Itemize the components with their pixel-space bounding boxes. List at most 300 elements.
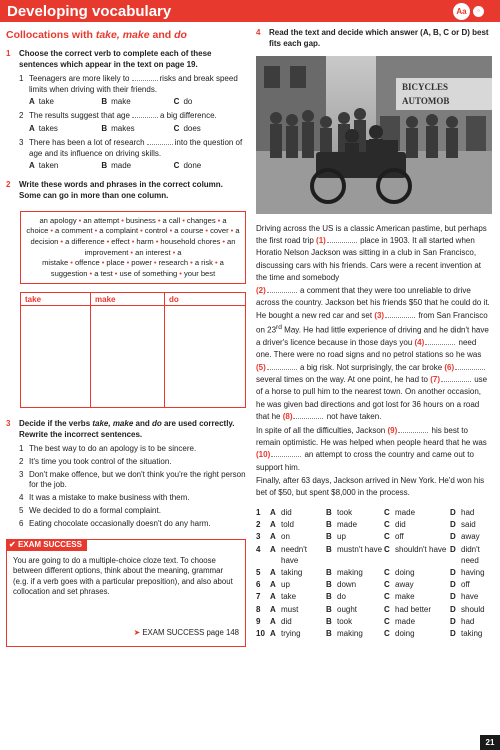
option-letter: C bbox=[173, 97, 180, 107]
answer-option[interactable] bbox=[326, 580, 384, 591]
column-header-take: take bbox=[21, 293, 90, 306]
sentence-number: 5 bbox=[19, 506, 24, 516]
bullet-separator-icon: • bbox=[106, 236, 110, 246]
item-number: 3 bbox=[19, 137, 24, 147]
gap-8[interactable] bbox=[293, 418, 323, 419]
option[interactable] bbox=[29, 161, 101, 172]
answer-number: 8 bbox=[256, 604, 261, 614]
answer-option[interactable] bbox=[270, 629, 326, 640]
passage-paragraph-1: Driving across the US is a classic American pastime, but perhaps the first road trip (1) place in 1903. It all started when Horatio Nelson Jackson was sitting in a club in San Francisco, discussing cars with his friends. Cars were a recent invention at the time and somebody (2) a comment that they were too unreliable to drive across the country. Jackson bet his friends $50 that he could do it. bbox=[256, 223, 490, 307]
answer-option[interactable] bbox=[270, 605, 326, 616]
exam-success-tag: ✔ EXAM SUCCESS bbox=[6, 539, 87, 552]
answer-text: have bbox=[461, 592, 479, 602]
answer-row bbox=[256, 508, 492, 519]
answer-option[interactable] bbox=[326, 592, 384, 603]
exercise-1-options bbox=[29, 161, 246, 172]
answer-option[interactable] bbox=[384, 580, 450, 591]
exercise-1-options bbox=[29, 97, 246, 108]
answer-gap[interactable] bbox=[132, 80, 158, 81]
answer-text: having bbox=[461, 567, 485, 577]
answer-number: 7 bbox=[256, 592, 261, 602]
answer-letter: B bbox=[326, 604, 332, 614]
passage-paragraph-3: In spite of all the difficulties, Jackson (9) his best to remain optimistic. He was helped when people heard that he was (10) an attempt to cross the country and came out to support him. bbox=[256, 425, 487, 472]
bullet-separator-icon: • bbox=[169, 226, 173, 236]
answer-letter: C bbox=[384, 604, 390, 614]
gap-2[interactable] bbox=[267, 292, 297, 293]
answer-text: doing bbox=[395, 629, 415, 639]
vocabulary-badge-icon: Aa bbox=[453, 3, 470, 20]
exercise-3-sentence bbox=[19, 519, 246, 530]
bullet-separator-icon: • bbox=[217, 215, 221, 225]
answer-text: trying bbox=[281, 629, 301, 639]
section-title: Collocations with take, make and do bbox=[6, 29, 187, 41]
answer-text: had better bbox=[395, 604, 432, 614]
exercise-2-instruction: 2 Write these words and phrases in the correct column. Some can go in more than one column. bbox=[6, 180, 223, 200]
answer-option[interactable] bbox=[270, 520, 326, 531]
answer-option[interactable] bbox=[326, 532, 384, 543]
answer-option[interactable] bbox=[450, 508, 492, 519]
answer-text: away bbox=[395, 580, 414, 590]
option-letter: B bbox=[101, 97, 108, 107]
answer-option[interactable] bbox=[450, 520, 492, 531]
word-item: research bbox=[158, 258, 189, 268]
page-header bbox=[0, 0, 500, 22]
answer-number: 6 bbox=[256, 580, 261, 590]
exam-success-box bbox=[6, 539, 246, 647]
gap-3[interactable] bbox=[385, 317, 415, 318]
gap-5[interactable] bbox=[267, 369, 297, 370]
answer-option[interactable] bbox=[326, 508, 384, 519]
option-letter: C bbox=[173, 161, 180, 171]
gap-4[interactable] bbox=[425, 344, 455, 345]
answer-letter: D bbox=[450, 592, 456, 602]
item-text-after: into the question of age and its influence on driving skills. bbox=[29, 137, 243, 158]
answer-number: 10 bbox=[256, 629, 265, 639]
answer-text: up bbox=[337, 532, 346, 542]
bullet-separator-icon: • bbox=[182, 215, 185, 225]
answer-letter: D bbox=[450, 544, 456, 554]
answer-text: down bbox=[337, 580, 357, 590]
answer-letter: B bbox=[326, 532, 332, 542]
reading-passage bbox=[256, 223, 492, 500]
bullet-separator-icon: • bbox=[157, 215, 161, 225]
item-text-after: a big difference. bbox=[159, 111, 217, 121]
answer-letter: D bbox=[450, 532, 456, 542]
item-text bbox=[29, 138, 246, 160]
answer-letter: D bbox=[450, 507, 456, 517]
answer-option[interactable] bbox=[450, 532, 492, 543]
page-title: Developing vocabulary bbox=[7, 3, 172, 20]
answer-letter: C bbox=[384, 544, 390, 554]
answer-text: away bbox=[461, 532, 480, 542]
sentence-text: It was a mistake to make business with them. bbox=[29, 493, 190, 503]
bullet-separator-icon: • bbox=[121, 215, 124, 225]
answer-option[interactable] bbox=[384, 508, 450, 519]
exercise-4-instruction: 4 Read the text and decide which answer (A, B, C or D) best fits each gap. bbox=[256, 28, 489, 48]
exercise-1-options bbox=[29, 124, 246, 135]
exam-success-text: You are going to do a multiple-choice cloze text. To choose between different options, think about the meaning, grammar (e.g. if a verb goes with a particular preposition), and also about collocation and set phrases. bbox=[13, 555, 233, 597]
answer-text: should bbox=[461, 604, 485, 614]
answer-letter: D bbox=[450, 629, 456, 639]
answer-letter: B bbox=[326, 507, 332, 517]
bullet-separator-icon: • bbox=[114, 268, 118, 278]
right-column bbox=[256, 28, 492, 642]
answer-number: 4 bbox=[256, 544, 261, 554]
item-text bbox=[29, 74, 246, 96]
answer-text: had bbox=[461, 617, 475, 627]
word-item: a difference bbox=[65, 236, 105, 246]
word-item: harm bbox=[136, 236, 154, 246]
sentence-text: We decided to do a formal complaint. bbox=[29, 506, 161, 516]
gap-1[interactable] bbox=[327, 242, 357, 243]
answer-option[interactable] bbox=[270, 580, 326, 591]
column-do bbox=[165, 293, 245, 407]
answer-text: ought bbox=[337, 604, 358, 614]
option[interactable] bbox=[29, 124, 101, 135]
answer-option[interactable] bbox=[450, 605, 492, 616]
bullet-separator-icon: • bbox=[153, 258, 157, 268]
answer-letter: C bbox=[384, 580, 390, 590]
answer-number: 1 bbox=[256, 507, 261, 517]
answer-row bbox=[256, 532, 492, 543]
column-header-do: do bbox=[165, 293, 245, 306]
answer-number: 5 bbox=[256, 567, 261, 577]
answer-letter: D bbox=[450, 617, 456, 627]
word-item: a comment bbox=[55, 226, 93, 236]
exercise-1-item bbox=[19, 74, 246, 96]
answer-letter: B bbox=[326, 520, 332, 530]
answer-letter: D bbox=[450, 604, 456, 614]
bullet-separator-icon: • bbox=[78, 215, 82, 225]
option[interactable] bbox=[174, 124, 246, 135]
answer-text: made bbox=[395, 507, 416, 517]
answer-row bbox=[256, 545, 492, 567]
answer-options-table bbox=[256, 508, 492, 640]
exercise-3-sentence bbox=[19, 457, 246, 468]
option-text: made bbox=[111, 161, 132, 171]
answer-option[interactable] bbox=[326, 605, 384, 616]
word-item: a suggestion bbox=[50, 258, 224, 278]
answer-text: did bbox=[395, 520, 406, 530]
option-letter: A bbox=[29, 161, 35, 171]
word-item: control bbox=[144, 226, 168, 236]
answer-text: did bbox=[281, 507, 292, 517]
answer-letter: A bbox=[270, 532, 276, 542]
answer-option[interactable] bbox=[326, 545, 384, 567]
item-text-before: Teenagers are more likely to bbox=[29, 73, 130, 83]
exercise-1-item bbox=[19, 138, 246, 160]
word-item: an improvement bbox=[84, 236, 236, 257]
word-item: a risk bbox=[194, 258, 213, 268]
left-column bbox=[6, 28, 246, 647]
word-item: effect bbox=[111, 236, 130, 246]
word-item: your best bbox=[183, 268, 216, 278]
option-letter: C bbox=[173, 123, 180, 133]
item-number: 2 bbox=[19, 111, 24, 121]
sentence-number: 1 bbox=[19, 444, 24, 454]
bullet-separator-icon: • bbox=[230, 226, 234, 236]
historic-car-photo bbox=[256, 56, 492, 214]
answer-letter: B bbox=[326, 617, 332, 627]
answer-text: off bbox=[395, 532, 404, 542]
word-item: household chores bbox=[160, 236, 221, 246]
option-text: takes bbox=[38, 123, 58, 133]
answer-letter: B bbox=[326, 567, 332, 577]
option-text: make bbox=[111, 97, 131, 107]
gap-7[interactable] bbox=[441, 381, 471, 382]
answer-option[interactable] bbox=[450, 580, 492, 591]
bullet-separator-icon: • bbox=[101, 258, 105, 268]
passage-paragraph-4: Finally, after 63 days, Jackson arrived in New York. He'd won his bet of $50, but spent $8,000 in the process. bbox=[256, 476, 485, 498]
exercise-3-sentence bbox=[19, 506, 246, 517]
word-item: an attempt bbox=[83, 215, 120, 225]
answer-option[interactable] bbox=[384, 592, 450, 603]
sentence-number: 2 bbox=[19, 456, 24, 466]
answer-text: didn't need bbox=[461, 544, 480, 565]
answer-letter: A bbox=[270, 629, 276, 639]
answer-letter: D bbox=[450, 580, 456, 590]
word-item: an interest bbox=[135, 247, 171, 257]
answer-letter: C bbox=[384, 532, 390, 542]
answer-option[interactable] bbox=[270, 592, 326, 603]
audio-badge-icon: ○ bbox=[473, 6, 484, 17]
word-item: an apology bbox=[39, 215, 77, 225]
svg-text:AUTOMOB: AUTOMOB bbox=[402, 95, 450, 106]
answer-option[interactable] bbox=[384, 629, 450, 640]
bullet-separator-icon: • bbox=[140, 226, 143, 236]
option-letter: A bbox=[29, 123, 35, 133]
page-number: 21 bbox=[480, 735, 500, 750]
exam-success-link[interactable]: ➤ EXAM SUCCESS page 148 bbox=[133, 628, 239, 638]
word-item: a decision bbox=[30, 226, 240, 246]
answer-option[interactable] bbox=[384, 545, 450, 567]
item-number: 1 bbox=[19, 73, 24, 83]
bullet-separator-icon: • bbox=[70, 258, 73, 268]
option[interactable] bbox=[174, 161, 246, 172]
sentence-text: Don't make offence, but we don't think you're the right person for the job. bbox=[29, 469, 246, 490]
answer-option[interactable] bbox=[384, 568, 450, 579]
answer-letter: A bbox=[270, 592, 276, 602]
word-item: power bbox=[131, 258, 152, 268]
answer-letter: C bbox=[384, 520, 390, 530]
answer-text: had bbox=[461, 507, 475, 517]
word-box bbox=[20, 211, 246, 285]
answer-text: do bbox=[337, 592, 346, 602]
answer-option[interactable] bbox=[270, 617, 326, 628]
answer-letter: A bbox=[270, 507, 276, 517]
answer-option[interactable] bbox=[326, 617, 384, 628]
bullet-separator-icon: • bbox=[126, 258, 130, 268]
bullet-separator-icon: • bbox=[131, 236, 135, 246]
answer-gap[interactable] bbox=[147, 144, 173, 145]
answer-row bbox=[256, 568, 492, 579]
exercise-3-sentence bbox=[19, 493, 246, 504]
sentence-text: It's time you took control of the situation. bbox=[29, 456, 172, 466]
answer-number: 9 bbox=[256, 617, 261, 627]
exercise-1-items bbox=[6, 74, 246, 172]
answer-number: 3 bbox=[256, 532, 261, 542]
word-item: a test bbox=[94, 268, 113, 278]
answer-text: shouldn't have bbox=[395, 544, 447, 554]
bullet-separator-icon: • bbox=[50, 226, 54, 236]
answer-letter: C bbox=[384, 617, 390, 627]
option[interactable] bbox=[101, 97, 173, 108]
answer-text: make bbox=[395, 592, 415, 602]
answer-letter: C bbox=[384, 507, 390, 517]
answer-letter: B bbox=[326, 592, 332, 602]
answer-text: must bbox=[281, 604, 299, 614]
bullet-separator-icon: • bbox=[89, 268, 93, 278]
exercise-3-sentence bbox=[19, 444, 246, 455]
option-text: do bbox=[183, 97, 193, 107]
option-text: does bbox=[183, 123, 201, 133]
answer-row bbox=[256, 580, 492, 591]
exercise-3-instruction: 3 Decide if the verbs take, make and do are used correctly. Rewrite the incorrect sentences. bbox=[6, 419, 235, 440]
option-letter: B bbox=[101, 123, 108, 133]
answer-gap[interactable] bbox=[132, 117, 158, 118]
answer-option[interactable] bbox=[326, 520, 384, 531]
answer-letter: B bbox=[326, 544, 332, 554]
bullet-separator-icon: • bbox=[130, 247, 134, 257]
answer-text: took bbox=[337, 507, 353, 517]
answer-text: taking bbox=[281, 567, 303, 577]
answer-letter: A bbox=[270, 617, 276, 627]
exercise-3-sentence bbox=[19, 470, 246, 492]
svg-text:BICYCLES: BICYCLES bbox=[402, 81, 449, 92]
answer-text: made bbox=[337, 520, 358, 530]
answer-option[interactable] bbox=[450, 592, 492, 603]
answer-option[interactable] bbox=[384, 605, 450, 616]
item-text-before: There has been a lot of research bbox=[29, 137, 145, 147]
answer-text: off bbox=[461, 580, 470, 590]
gap-9[interactable] bbox=[398, 432, 428, 433]
bullet-separator-icon: • bbox=[94, 226, 98, 236]
answer-letter: C bbox=[384, 567, 390, 577]
answer-row bbox=[256, 617, 492, 628]
option-letter: B bbox=[101, 161, 108, 171]
answer-row bbox=[256, 605, 492, 616]
item-text bbox=[29, 111, 217, 122]
bullet-separator-icon: • bbox=[222, 236, 226, 246]
option[interactable] bbox=[29, 97, 101, 108]
column-header-make: make bbox=[91, 293, 164, 306]
answer-option[interactable] bbox=[450, 568, 492, 579]
option-text: take bbox=[38, 97, 54, 107]
answer-option[interactable] bbox=[270, 508, 326, 519]
arrow-right-icon: ➤ bbox=[133, 628, 143, 638]
answer-option[interactable] bbox=[384, 617, 450, 628]
bullet-separator-icon: • bbox=[190, 258, 193, 268]
word-item: a course bbox=[174, 226, 204, 236]
answer-text: took bbox=[337, 617, 353, 627]
photo-illustration bbox=[256, 56, 492, 214]
answer-row bbox=[256, 592, 492, 603]
answer-option[interactable] bbox=[450, 629, 492, 640]
answer-row bbox=[256, 629, 492, 640]
bullet-separator-icon: • bbox=[172, 247, 176, 257]
sentence-number: 6 bbox=[19, 518, 24, 528]
gap-6[interactable] bbox=[455, 369, 485, 370]
item-text-after: risks and break speed limits when driving with their friends. bbox=[29, 73, 238, 94]
answer-option[interactable] bbox=[326, 629, 384, 640]
answer-text: doing bbox=[395, 567, 415, 577]
item-text-before: The results suggest that age bbox=[29, 111, 130, 121]
answer-text: on bbox=[281, 532, 290, 542]
word-item: changes bbox=[186, 215, 216, 225]
answer-letter: A bbox=[270, 544, 276, 554]
option-text: makes bbox=[111, 123, 135, 133]
answer-text: told bbox=[281, 520, 294, 530]
answer-text: did bbox=[281, 617, 292, 627]
sentence-number: 4 bbox=[19, 493, 24, 503]
bullet-separator-icon: • bbox=[155, 236, 159, 246]
column-make bbox=[91, 293, 165, 407]
option-letter: A bbox=[29, 97, 35, 107]
word-item: a mistake bbox=[42, 247, 182, 268]
word-item: offence bbox=[74, 258, 100, 268]
word-item: place bbox=[106, 258, 125, 268]
answer-option[interactable] bbox=[270, 568, 326, 579]
answer-text: said bbox=[461, 520, 476, 530]
answer-text: making bbox=[337, 629, 363, 639]
answer-text: mustn't have bbox=[337, 544, 383, 554]
answer-text: take bbox=[281, 592, 297, 602]
bullet-separator-icon: • bbox=[60, 236, 64, 246]
gap-10[interactable] bbox=[271, 456, 301, 457]
answer-text: up bbox=[281, 580, 290, 590]
answer-letter: A bbox=[270, 604, 276, 614]
answer-text: taking bbox=[461, 629, 483, 639]
exercise-1-instruction: 1 Choose the correct verb to complete each of these sentences which appear in the text on page 19. bbox=[6, 49, 212, 69]
word-item: business bbox=[125, 215, 156, 225]
answer-letter: D bbox=[450, 520, 456, 530]
answer-letter: A bbox=[270, 567, 276, 577]
option[interactable] bbox=[101, 124, 173, 135]
collocation-table bbox=[20, 292, 246, 408]
answer-letter: C bbox=[384, 592, 390, 602]
answer-text: made bbox=[395, 617, 416, 627]
answer-option[interactable] bbox=[450, 617, 492, 628]
check-icon: ✔ bbox=[9, 539, 18, 549]
answer-option[interactable] bbox=[384, 532, 450, 543]
bullet-separator-icon: • bbox=[179, 268, 182, 278]
answer-letter: B bbox=[326, 580, 332, 590]
option[interactable] bbox=[101, 161, 173, 172]
sentence-text: The best way to do an apology is to be sincere. bbox=[29, 444, 197, 454]
word-item: a complaint bbox=[99, 226, 139, 236]
word-item: a choice bbox=[26, 215, 227, 236]
exercise-1-item bbox=[19, 111, 246, 122]
word-item: cover bbox=[210, 226, 229, 236]
answer-option[interactable] bbox=[450, 545, 492, 567]
word-item: use of something bbox=[119, 268, 178, 278]
answer-option[interactable] bbox=[270, 545, 326, 567]
exercise-3-sentences bbox=[6, 444, 246, 530]
answer-letter: A bbox=[270, 520, 276, 530]
answer-option[interactable] bbox=[384, 520, 450, 531]
sentence-number: 3 bbox=[19, 469, 24, 479]
sentence-text: Eating chocolate occasionally doesn't do any harm. bbox=[29, 518, 211, 528]
option[interactable] bbox=[174, 97, 246, 108]
column-take bbox=[21, 293, 91, 407]
answer-letter: B bbox=[326, 629, 332, 639]
word-item: a call bbox=[162, 215, 181, 225]
answer-option[interactable] bbox=[326, 568, 384, 579]
answer-letter: A bbox=[270, 580, 276, 590]
answer-option[interactable] bbox=[270, 532, 326, 543]
bullet-separator-icon: • bbox=[205, 226, 209, 236]
bullet-separator-icon: • bbox=[214, 258, 218, 268]
